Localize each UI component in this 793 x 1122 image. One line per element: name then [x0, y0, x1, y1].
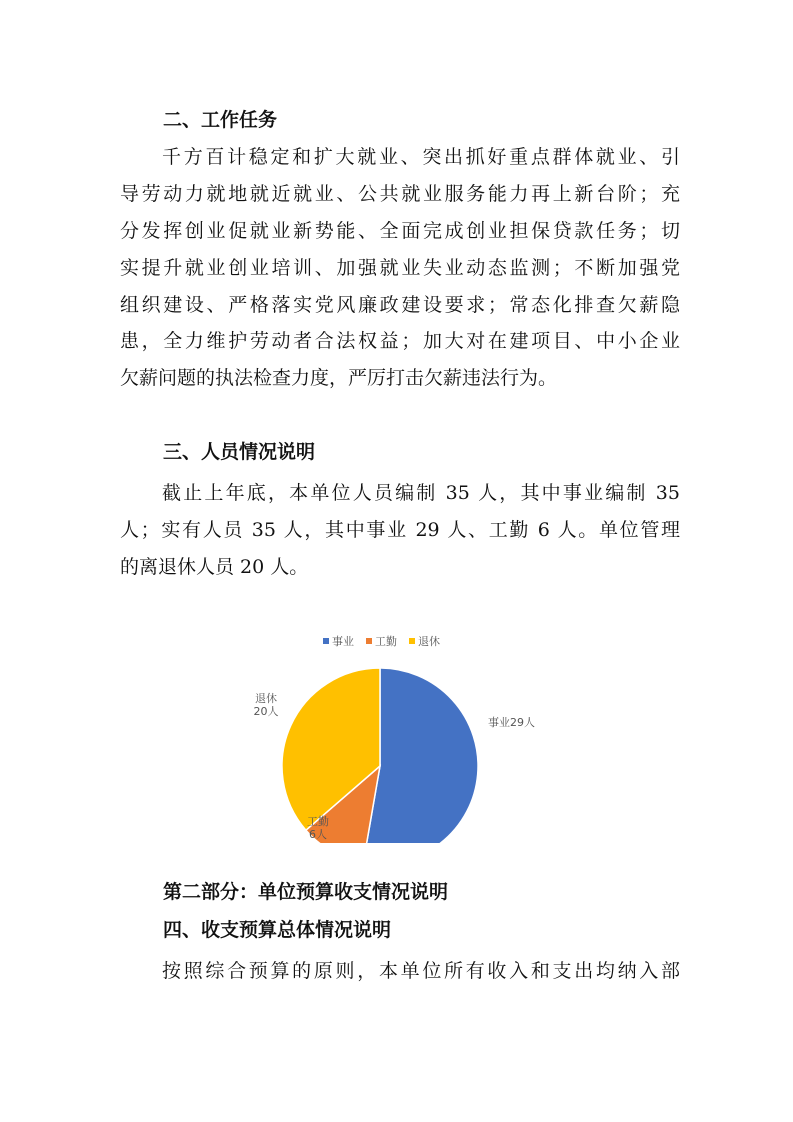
- legend-label-shiye: 事业: [332, 635, 354, 648]
- paragraph-line: 实提升就业创业培训、加强就业失业动态监测；不断加强党: [120, 256, 680, 279]
- data-label-shiye: 事业29人: [488, 716, 535, 729]
- work-tasks-paragraph: [120, 139, 680, 397]
- budget-overview-paragraph: [120, 953, 680, 990]
- data-label-gongqin: 6人: [309, 828, 327, 841]
- data-label-tuixiu: 20人: [253, 705, 279, 718]
- paragraph-line: 人；实有人员 35 人，其中事业 29 人、工勤 6 人。单位管理: [120, 518, 680, 541]
- staff-pie-chart: [250, 628, 540, 843]
- paragraph-line: 千方百计稳定和扩大就业、突出抓好重点群体就业、引: [162, 146, 680, 168]
- paragraph-line: 欠薪问题的执法检查力度，严厉打击欠薪违法行为。: [120, 367, 558, 390]
- legend-swatch-shiye: [323, 638, 329, 644]
- paragraph-line: 患，全力维护劳动者合法权益；加大对在建项目、中小企业: [120, 330, 680, 353]
- paragraph-line: 分发挥创业促就业新势能、全面完成创业担保贷款任务；切: [120, 219, 680, 242]
- pie-chart-svg: [250, 628, 540, 843]
- legend-swatch-tuixiu: [409, 638, 415, 644]
- paragraph-line: 按照综合预算的原则，本单位所有收入和支出均纳入部: [162, 960, 680, 982]
- paragraph-line: 的离退休人员 20 人。: [120, 555, 309, 578]
- staff-paragraph: [120, 475, 680, 586]
- paragraph-line: 截止上年底，本单位人员编制 35 人，其中事业编制 35: [162, 482, 680, 504]
- legend-label-gongqin: 工勤: [375, 635, 397, 648]
- legend-label-tuixiu: 退休: [418, 635, 440, 648]
- section-heading-work-tasks: 二、工作任务: [163, 109, 278, 131]
- section-heading-budget-overview: 四、收支预算总体情况说明: [163, 919, 392, 941]
- data-label-gongqin: 工勤: [307, 815, 329, 828]
- paragraph-line: 导劳动力就地就近就业、公共就业服务能力再上新台阶；充: [120, 182, 680, 205]
- legend-swatch-gongqin: [366, 638, 372, 644]
- paragraph-line: 组织建设、严格落实党风廉政建设要求；常态化排查欠薪隐: [120, 293, 680, 316]
- part-heading-budget: 第二部分：单位预算收支情况说明: [163, 881, 449, 903]
- section-heading-staff: 三、人员情况说明: [163, 441, 316, 463]
- data-label-tuixiu: 退休: [255, 692, 277, 705]
